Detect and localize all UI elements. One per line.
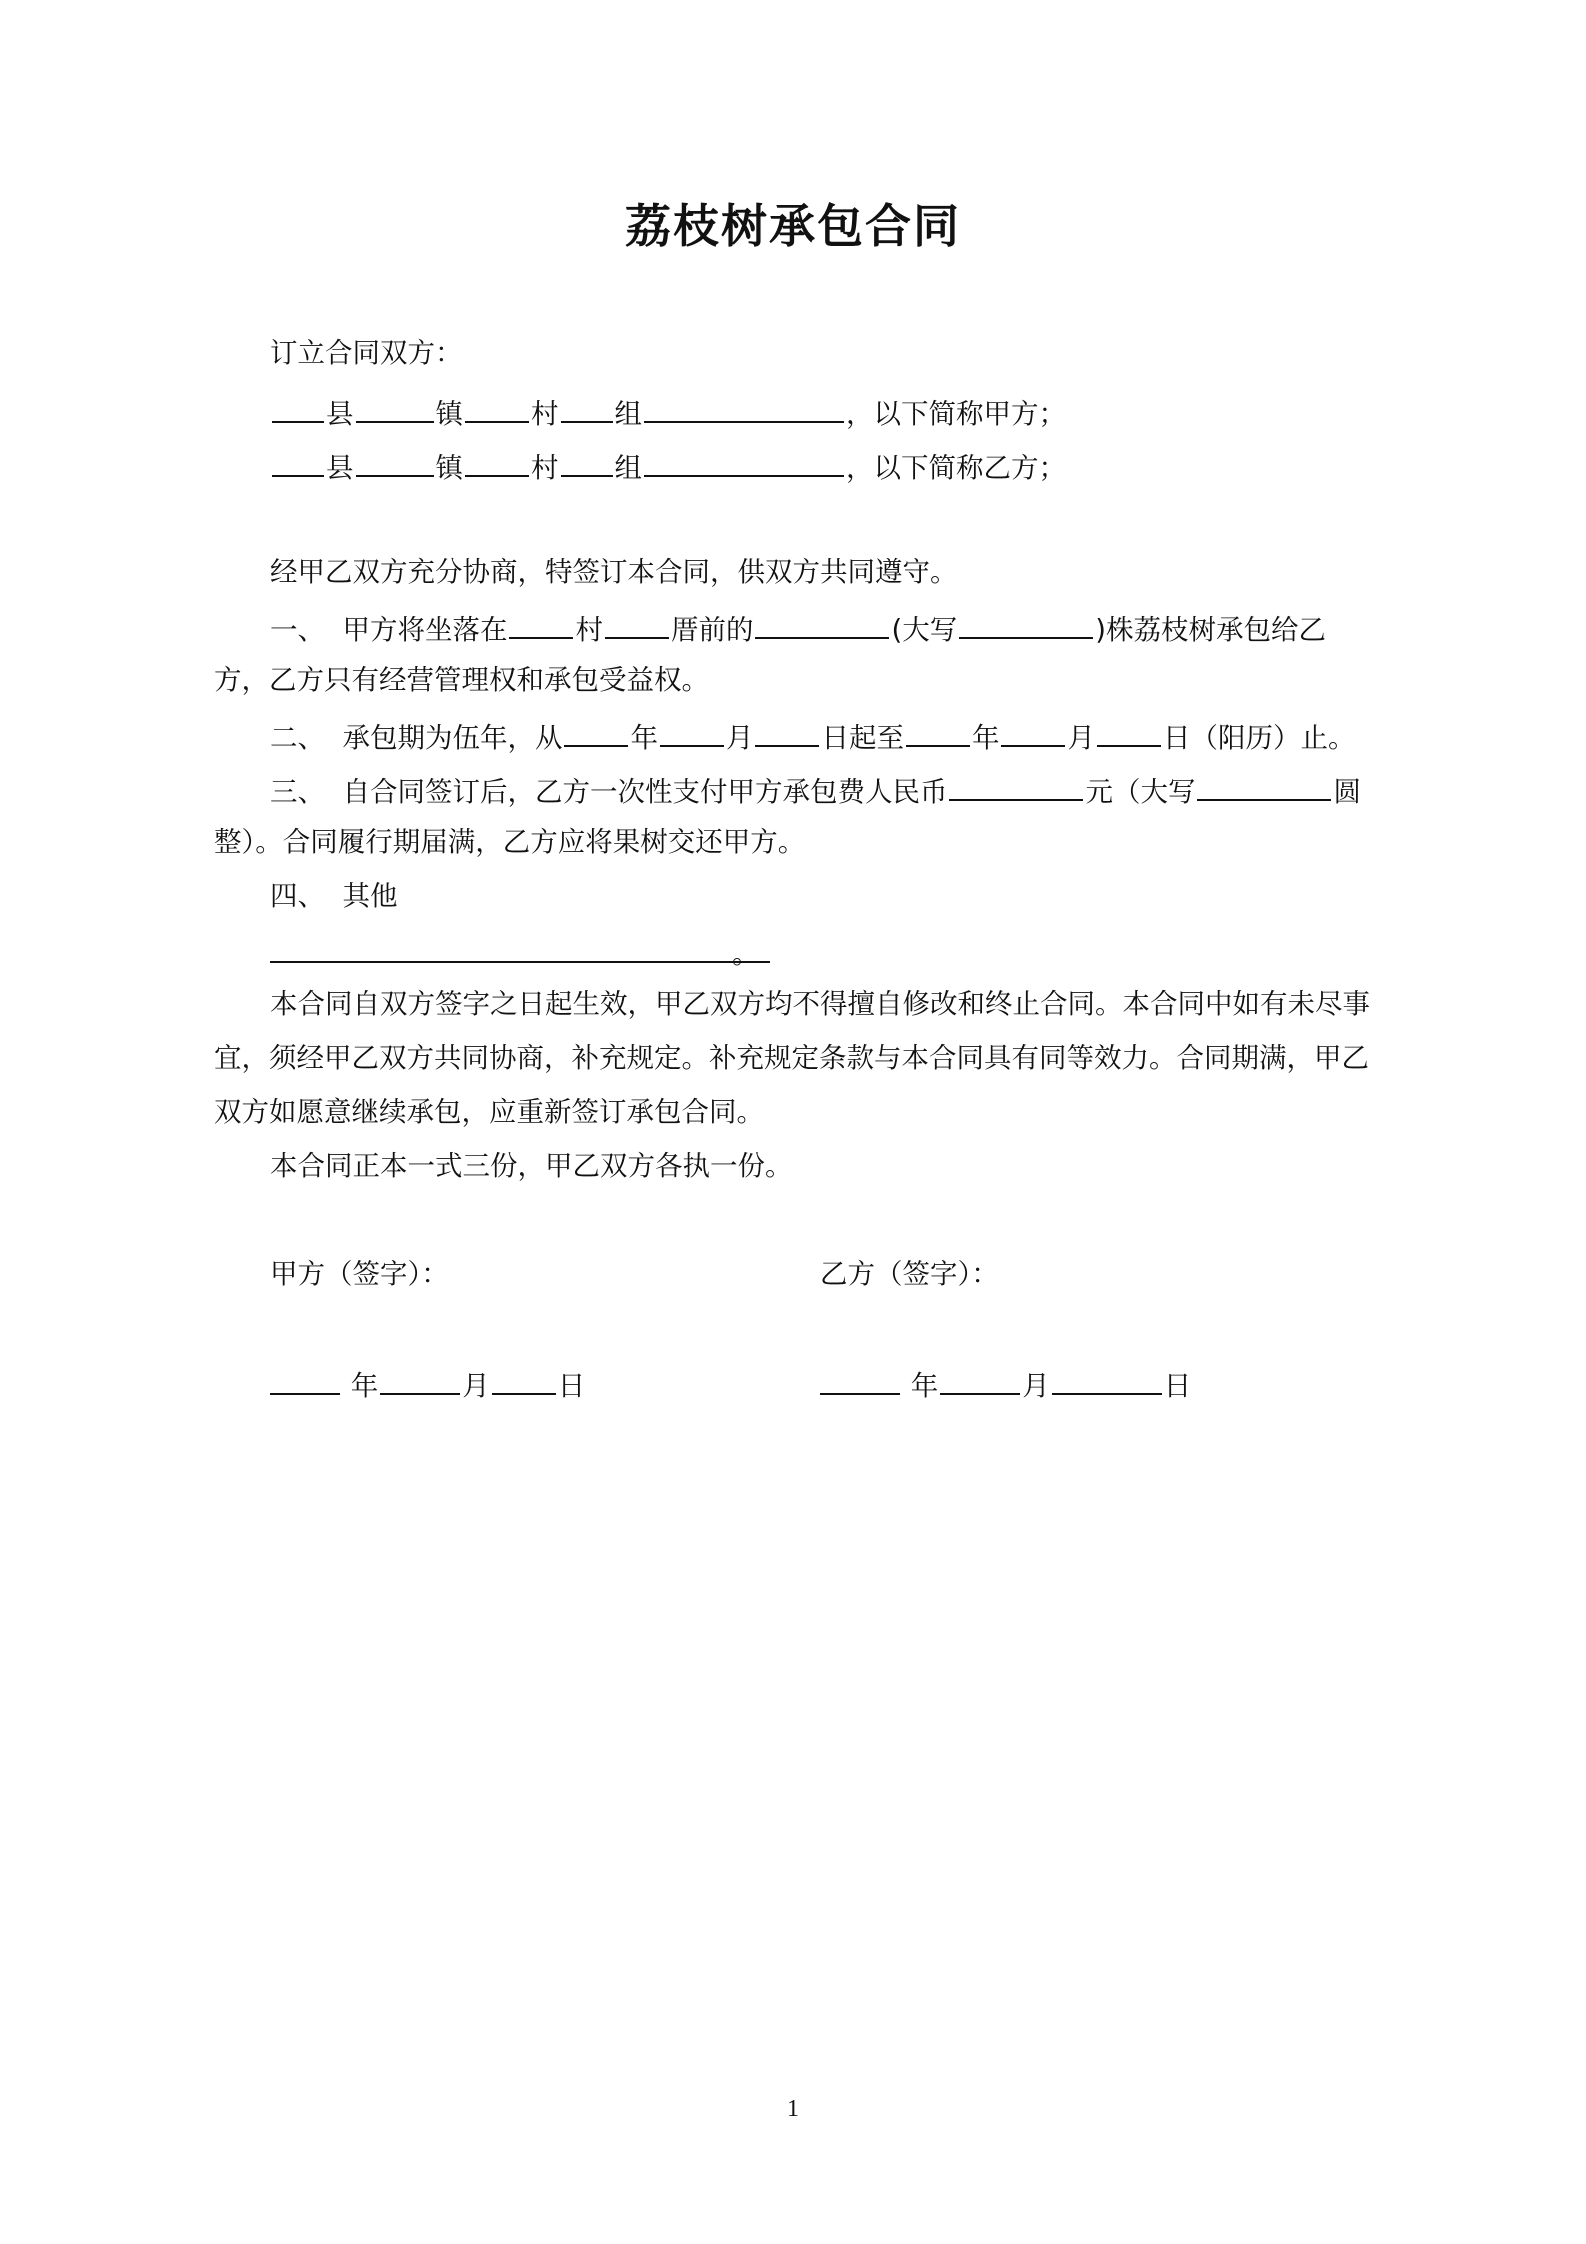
fee-amount-blank[interactable] — [949, 761, 1083, 801]
clause-2: 二、 承包期为伍年，从 年 月 日起至 年 月 日（阳历）止。 — [270, 707, 1390, 761]
page-number: 1 — [787, 2096, 799, 2122]
county-blank[interactable] — [272, 383, 324, 423]
clause-1: 一、 甲方将坐落在 村 厝前的 (大写 )株荔枝树承包给乙 — [270, 599, 1390, 653]
village-blank[interactable] — [509, 599, 573, 639]
party-a-line: 县 镇 村 组 ，以下简称甲方； — [270, 383, 1390, 437]
party-b-date: 年 月 日 — [820, 1355, 1320, 1409]
start-month-blank[interactable] — [660, 707, 724, 747]
clause-3-continued: 整）。合同履行期届满，乙方应将果树交还甲方。 — [214, 826, 806, 858]
tree-count-blank[interactable] — [755, 599, 889, 639]
closing-line-1: 本合同自双方签字之日起生效，甲乙双方均不得擅自修改和终止合同。本合同中如有未尽事 — [270, 988, 1370, 1020]
parties-heading: 订立合同双方： — [270, 337, 463, 369]
party-a-year-blank[interactable] — [270, 1355, 340, 1395]
start-day-blank[interactable] — [755, 707, 819, 747]
other-terms-blank[interactable] — [270, 923, 770, 963]
group-blank[interactable] — [561, 383, 613, 423]
party-b-signature-label: 乙方（签字）： — [820, 1258, 999, 1290]
party-b-year-blank[interactable] — [820, 1355, 900, 1395]
end-day-blank[interactable] — [1097, 707, 1161, 747]
party-a-name-blank[interactable] — [644, 383, 844, 423]
copies-clause: 本合同正本一式三份，甲乙双方各执一份。 — [270, 1150, 793, 1182]
document-title: 荔枝树承包合同 — [625, 199, 961, 253]
party-a-date: 年 月 日 — [270, 1355, 770, 1409]
party-a-month-blank[interactable] — [380, 1355, 460, 1395]
closing-line-2: 宜，须经甲乙双方共同协商，补充规定。补充规定条款与本合同具有同等效力。合同期满，甲乙 — [214, 1042, 1369, 1074]
end-year-blank[interactable] — [906, 707, 970, 747]
village-blank[interactable] — [465, 383, 529, 423]
party-b-line: 县 镇 村 组 ，以下简称乙方； — [270, 437, 1390, 491]
party-a-signature-label: 甲方（签字）： — [270, 1258, 449, 1290]
clause-4-content: 。 — [270, 923, 1390, 977]
village-blank[interactable] — [465, 437, 529, 477]
town-blank[interactable] — [356, 383, 434, 423]
closing-line-3: 双方如愿意继续承包，应重新签订承包合同。 — [214, 1096, 764, 1128]
party-b-name-blank[interactable] — [644, 437, 844, 477]
county-blank[interactable] — [272, 437, 324, 477]
end-month-blank[interactable] — [1001, 707, 1065, 747]
preamble: 经甲乙双方充分协商，特签订本合同，供双方共同遵守。 — [270, 556, 958, 588]
party-b-month-blank[interactable] — [940, 1355, 1020, 1395]
clause-1-continued: 方，乙方只有经营管理权和承包受益权。 — [214, 664, 709, 696]
start-year-blank[interactable] — [564, 707, 628, 747]
fee-uppercase-blank[interactable] — [1197, 761, 1331, 801]
clause-4: 四、 其他 — [270, 880, 398, 912]
group-blank[interactable] — [561, 437, 613, 477]
clause-3: 三、 自合同签订后，乙方一次性支付甲方承包费人民币 元（大写 圆 — [270, 761, 1390, 815]
party-b-day-blank[interactable] — [1052, 1355, 1162, 1395]
town-blank[interactable] — [356, 437, 434, 477]
party-a-day-blank[interactable] — [492, 1355, 556, 1395]
tree-count-uppercase-blank[interactable] — [959, 599, 1093, 639]
location-blank[interactable] — [605, 599, 669, 639]
